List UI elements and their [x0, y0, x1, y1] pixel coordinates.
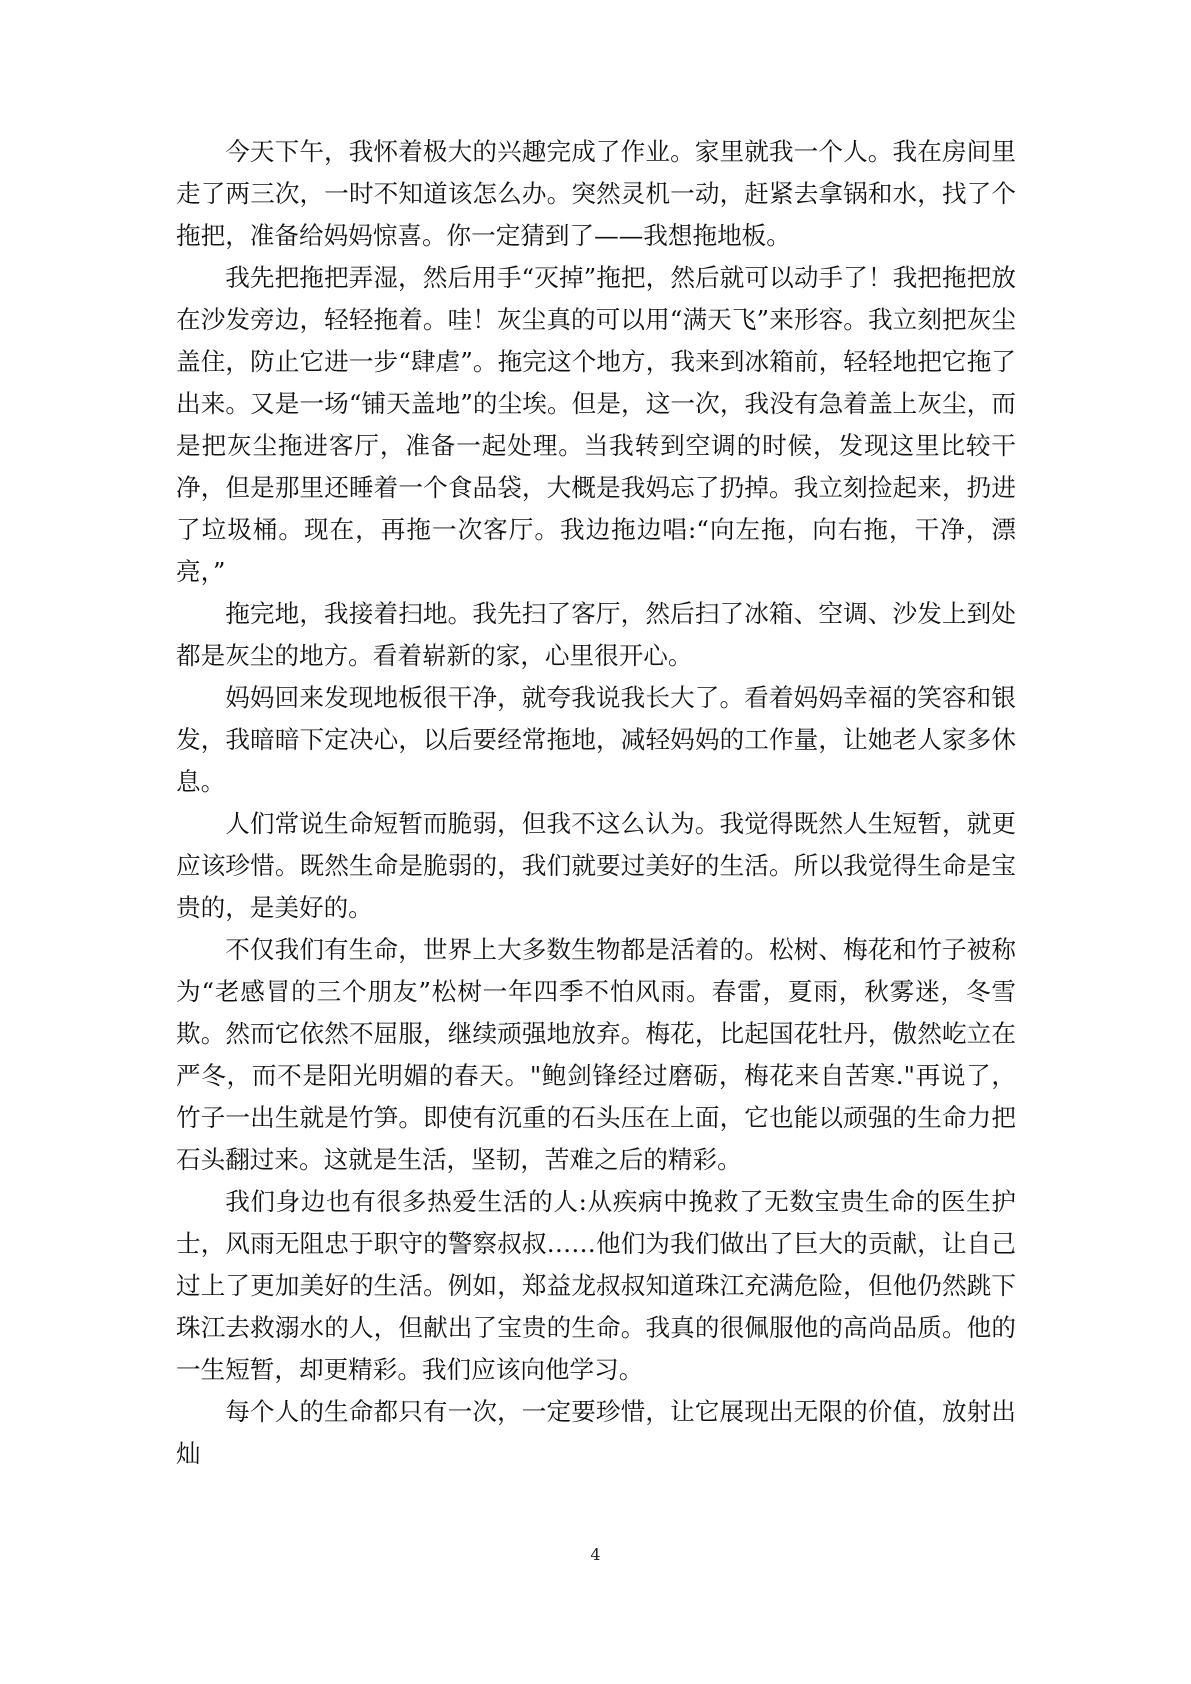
paragraph-1: 今天下午，我怀着极大的兴趣完成了作业。家里就我一个人。我在房间里走了两三次，一时不知道该怎么办。突然灵机一动，赶紧去拿锅和水，找了个拖把，准备给妈妈惊喜。你一定猜到了——我想拖地板。 — [176, 137, 1016, 250]
paragraph-3: 拖完地，我接着扫地。我先扫了客厅，然后扫了冰箱、空调、沙发上到处都是灰尘的地方。看着崭新的家，心里很开心。 — [176, 599, 1016, 670]
paragraph-8: 每个人的生命都只有一次，一定要珍惜，让它展现出无限的价值，放射出灿 — [176, 1397, 1016, 1468]
paragraph-6: 不仅我们有生命，世界上大多数生物都是活着的。松树、梅花和竹子被称为“老感冒的三个朋友”松树一年四季不怕风雨。春雷，夏雨，秋雾迷，冬雪欺。然而它依然不屈服，继续顽强地放弃。梅花，比起国花牡丹，傲然屹立在严冬，而不是阳光明媚的春天。"鲍剑锋经过磨砺，梅花来自苦寒."再说了，竹子一出生就是竹笋。即使有沉重的石头压在上面，它也能以顽强的生命力把石头翻过来。这就是生活，坚韧，苦难之后的精彩。 — [176, 935, 1016, 1174]
paragraph-7: 我们身边也有很多热爱生活的人:从疾病中挽救了无数宝贵生命的医生护士，风雨无阻忠于职守的警察叔叔……他们为我们做出了巨大的贡献，让自己过上了更加美好的生活。例如，郑益龙叔叔知道珠江充满危险，但他仍然跳下珠江去救溺水的人，但献出了宝贵的生命。我真的很佩服他的高尚品质。他的一生短暂，却更精彩。我们应该向他学习。 — [176, 1187, 1016, 1384]
paragraph-2: 我先把拖把弄湿，然后用手“灭掉”拖把，然后就可以动手了！我把拖把放在沙发旁边，轻轻拖着。哇！灰尘真的可以用“满天飞”来形容。我立刻把灰尘盖住，防止它进一步“肆虐”。拖完这个地方，我来到冰箱前，轻轻地把它拖了出来。又是一场“铺天盖地”的尘埃。但是，这一次，我没有急着盖上灰尘，而是把灰尘拖进客厅，准备一起处理。当我转到空调的时候，发现这里比较干净，但是那里还睡着一个食品袋，大概是我妈忘了扔掉。我立刻捡起来，扔进了垃圾桶。现在，再拖一次客厅。我边拖边唱:“向左拖，向右拖，干净，漂亮，” — [176, 263, 1016, 586]
page-number: 4 — [590, 1545, 601, 1564]
body-text — [176, 131, 1016, 1475]
paragraph-4: 妈妈回来发现地板很干净，就夸我说我长大了。看着妈妈幸福的笑容和银发，我暗暗下定决心，以后要经常拖地，减轻妈妈的工作量，让她老人家多休息。 — [176, 683, 1016, 796]
paragraph-5: 人们常说生命短暂而脆弱，但我不这么认为。我觉得既然人生短暂，就更应该珍惜。既然生命是脆弱的，我们就要过美好的生活。所以我觉得生命是宝贵的，是美好的。 — [176, 809, 1016, 922]
